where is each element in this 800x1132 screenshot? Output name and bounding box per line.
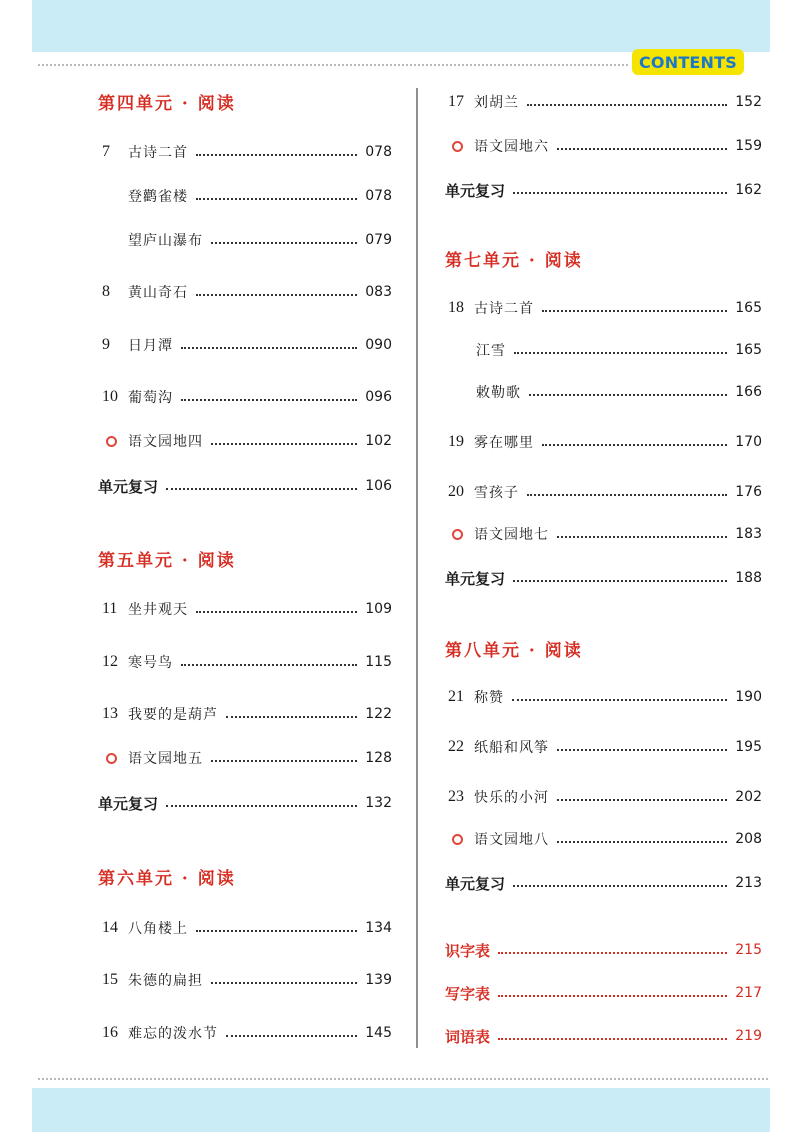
- lesson-title: 日月潭: [128, 338, 173, 354]
- page-number: 190: [735, 689, 762, 705]
- dot-leader: [166, 488, 357, 490]
- page-number: 219: [735, 1028, 762, 1044]
- page-number: 166: [735, 384, 762, 400]
- toc-entry[interactable]: [445, 566, 762, 590]
- toc-entry[interactable]: [448, 827, 762, 851]
- toc-entry[interactable]: [102, 1021, 392, 1045]
- page-number: 109: [365, 601, 392, 617]
- lesson-title: 语文园地五: [128, 751, 203, 767]
- circle-bullet-icon: [448, 529, 474, 540]
- page-number: 170: [735, 434, 762, 450]
- dot-leader: [498, 952, 727, 954]
- unit-title-6: 第六单元 · 阅读: [98, 869, 236, 889]
- dot-leader: [498, 1038, 727, 1040]
- contents-badge-label: CONTENTS: [638, 52, 737, 72]
- dot-leader: [196, 611, 357, 613]
- dot-leader: [527, 494, 727, 496]
- review-title: 单元复习: [98, 477, 159, 496]
- dot-leader: [226, 716, 357, 718]
- lesson-number: 7: [102, 143, 110, 160]
- unit-title-5: 第五单元 · 阅读: [98, 551, 236, 571]
- toc-entry[interactable]: [98, 791, 392, 815]
- toc-entry[interactable]: [102, 702, 392, 726]
- toc-entry[interactable]: [102, 429, 392, 453]
- dot-leader: [196, 154, 357, 156]
- lesson-title: 登鹳雀楼: [128, 189, 188, 205]
- review-title: 单元复习: [445, 569, 506, 588]
- lesson-number: 17: [448, 93, 464, 110]
- page-number: 106: [365, 478, 392, 494]
- appendix-entry[interactable]: [445, 981, 762, 1005]
- dot-leader: [196, 294, 357, 296]
- lesson-number: 15: [102, 971, 118, 988]
- page-number: 165: [735, 300, 762, 316]
- lesson-title: 古诗二首: [128, 145, 188, 161]
- dot-leader: [557, 148, 727, 150]
- lesson-title: 我要的是葫芦: [128, 707, 218, 723]
- lesson-title: 八角楼上: [128, 921, 188, 937]
- circle-bullet-icon: [448, 834, 474, 845]
- header-band: [32, 0, 770, 52]
- dot-leader: [211, 242, 357, 244]
- appendix-entry[interactable]: [445, 1024, 762, 1048]
- page-number: 128: [365, 750, 392, 766]
- lesson-number: 12: [102, 653, 118, 670]
- page-number: 122: [365, 706, 392, 722]
- dot-leader: [542, 444, 727, 446]
- lesson-number: 8: [102, 283, 110, 300]
- toc-entry[interactable]: [448, 785, 762, 809]
- page-number: 217: [735, 985, 762, 1001]
- footer-dotted-rule: [38, 1078, 768, 1080]
- lesson-title: 古诗二首: [474, 301, 534, 317]
- lesson-number: 22: [448, 738, 464, 755]
- lesson-title: 难忘的泼水节: [128, 1026, 218, 1042]
- lesson-title: 语文园地八: [474, 832, 549, 848]
- dot-leader: [196, 930, 357, 932]
- lesson-number: 21: [448, 688, 464, 705]
- lesson-number: 19: [448, 433, 464, 450]
- page-number: 159: [735, 138, 762, 154]
- dot-leader: [181, 664, 357, 666]
- contents-badge: [632, 49, 744, 75]
- dot-leader: [226, 1035, 357, 1037]
- lesson-title: 黄山奇石: [128, 285, 188, 301]
- toc-entry[interactable]: [448, 430, 762, 454]
- dot-leader: [557, 841, 727, 843]
- page-number: 215: [735, 942, 762, 958]
- dot-leader: [527, 104, 727, 106]
- page-number: 183: [735, 526, 762, 542]
- toc-entry[interactable]: [448, 134, 762, 158]
- toc-entry[interactable]: [476, 380, 762, 404]
- lesson-title: 语文园地四: [128, 434, 203, 450]
- toc-entry[interactable]: [448, 90, 762, 114]
- toc-entry[interactable]: [98, 474, 392, 498]
- page-number: 208: [735, 831, 762, 847]
- toc-entry[interactable]: [102, 140, 392, 164]
- page-number: 139: [365, 972, 392, 988]
- dot-leader: [196, 198, 357, 200]
- lesson-title: 望庐山瀑布: [128, 233, 203, 249]
- toc-entry[interactable]: [102, 650, 392, 674]
- toc-entry[interactable]: [102, 333, 392, 357]
- page-number: 083: [365, 284, 392, 300]
- unit-title-4: 第四单元 · 阅读: [98, 94, 236, 114]
- lesson-number: 16: [102, 1024, 118, 1041]
- lesson-number: 20: [448, 483, 464, 500]
- lesson-number: 11: [102, 600, 118, 617]
- lesson-title: 纸船和风筝: [474, 740, 549, 756]
- lesson-number: 23: [448, 788, 464, 805]
- lesson-title: 坐井观天: [128, 602, 188, 618]
- page-number: 162: [735, 182, 762, 198]
- lesson-number: 18: [448, 299, 464, 316]
- lesson-title: 语文园地七: [474, 527, 549, 543]
- dot-leader: [513, 885, 727, 887]
- toc-entry[interactable]: [448, 522, 762, 546]
- dot-leader: [557, 749, 727, 751]
- page-number: 079: [365, 232, 392, 248]
- dot-leader: [542, 310, 727, 312]
- lesson-title: 称赞: [474, 690, 504, 706]
- page-number: 152: [735, 94, 762, 110]
- toc-entry[interactable]: [445, 178, 762, 202]
- unit-title-7: 第七单元 · 阅读: [445, 251, 583, 271]
- lesson-title: 雪孩子: [474, 485, 519, 501]
- dot-leader: [514, 352, 727, 354]
- toc-entry[interactable]: [445, 871, 762, 895]
- circle-bullet-icon: [448, 141, 474, 152]
- dot-leader: [557, 799, 727, 801]
- lesson-title: 快乐的小河: [474, 790, 549, 806]
- toc-entry[interactable]: [448, 296, 762, 320]
- lesson-title: 朱德的扁担: [128, 973, 203, 989]
- page-number: 078: [365, 144, 392, 160]
- page-number: 134: [365, 920, 392, 936]
- toc-entry[interactable]: [128, 184, 392, 208]
- appendix-entry[interactable]: [445, 938, 762, 962]
- page-number: 078: [365, 188, 392, 204]
- toc-entry[interactable]: [448, 735, 762, 759]
- toc-entry[interactable]: [128, 228, 392, 252]
- dot-leader: [513, 580, 727, 582]
- header-dotted-rule: [38, 64, 628, 66]
- dot-leader: [513, 192, 727, 194]
- review-title: 单元复习: [98, 794, 159, 813]
- toc-entry[interactable]: [102, 968, 392, 992]
- appendix-title: 写字表: [445, 984, 491, 1003]
- dot-leader: [181, 347, 357, 349]
- appendix-title: 识字表: [445, 941, 491, 960]
- page-number: 176: [735, 484, 762, 500]
- circle-bullet-icon: [102, 753, 128, 764]
- review-title: 单元复习: [445, 181, 506, 200]
- dot-leader: [529, 394, 727, 396]
- lesson-title: 寒号鸟: [128, 655, 173, 671]
- dot-leader: [498, 995, 727, 997]
- toc-entry[interactable]: [102, 280, 392, 304]
- lesson-number: 9: [102, 336, 110, 353]
- toc-entry[interactable]: [102, 916, 392, 940]
- lesson-title: 江雪: [476, 343, 506, 359]
- lesson-title: 敕勒歌: [476, 385, 521, 401]
- lesson-number: 13: [102, 705, 118, 722]
- toc-entry[interactable]: [102, 746, 392, 770]
- review-title: 单元复习: [445, 874, 506, 893]
- unit-title-8: 第八单元 · 阅读: [445, 641, 583, 661]
- page-number: 145: [365, 1025, 392, 1041]
- page-number: 132: [365, 795, 392, 811]
- page-number: 102: [365, 433, 392, 449]
- lesson-title: 葡萄沟: [128, 390, 173, 406]
- appendix-title: 词语表: [445, 1027, 491, 1046]
- lesson-number: 14: [102, 919, 118, 936]
- dot-leader: [211, 443, 357, 445]
- lesson-title: 雾在哪里: [474, 435, 534, 451]
- page-number: 165: [735, 342, 762, 358]
- toc-entry[interactable]: [448, 480, 762, 504]
- dot-leader: [166, 805, 357, 807]
- dot-leader: [211, 760, 357, 762]
- page-number: 195: [735, 739, 762, 755]
- page-number: 188: [735, 570, 762, 586]
- footer-band: [32, 1088, 770, 1132]
- toc-entry[interactable]: [476, 338, 762, 362]
- toc-entry[interactable]: [102, 385, 392, 409]
- column-divider: [416, 88, 418, 1048]
- lesson-title: 刘胡兰: [474, 95, 519, 111]
- page-number: 213: [735, 875, 762, 891]
- dot-leader: [211, 982, 357, 984]
- dot-leader: [557, 536, 727, 538]
- page-number: 202: [735, 789, 762, 805]
- lesson-number: 10: [102, 388, 118, 405]
- dot-leader: [512, 699, 727, 701]
- page-number: 090: [365, 337, 392, 353]
- page-number: 096: [365, 389, 392, 405]
- circle-bullet-icon: [102, 436, 128, 447]
- page-number: 115: [365, 654, 392, 670]
- lesson-title: 语文园地六: [474, 139, 549, 155]
- dot-leader: [181, 399, 357, 401]
- toc-entry[interactable]: [102, 597, 392, 621]
- toc-entry[interactable]: [448, 685, 762, 709]
